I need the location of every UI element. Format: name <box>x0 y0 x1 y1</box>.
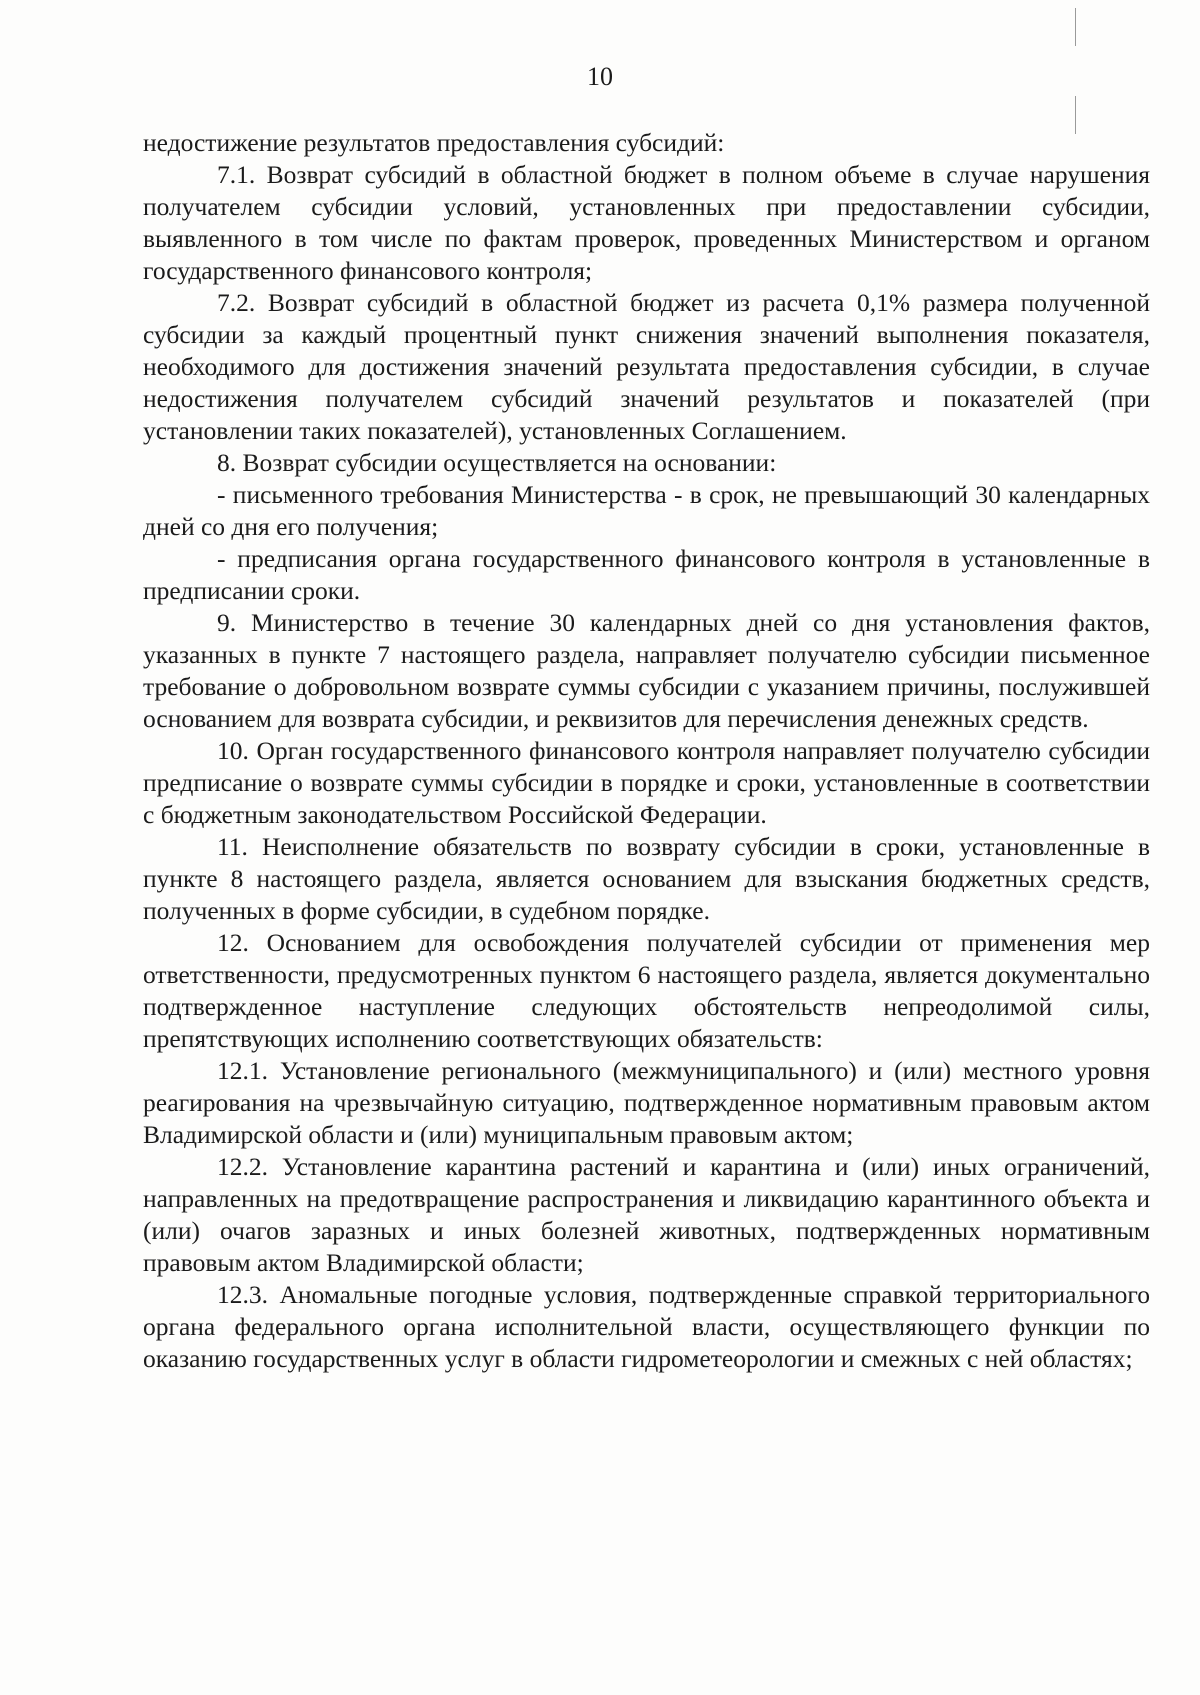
paragraph-12-2: 12.2. Установление карантина растений и карантина и (или) иных ограничений, направленных на предотвращение распространения и ликвидацию карантинного объекта и (или) очагов заразных и иных болезней животных, подтвержденных нормативным правовым актом Владимирской области; <box>143 1152 1150 1277</box>
paragraph-11: 11. Неисполнение обязательств по возврату субсидии в сроки, установленные в пункте 8 настоящего раздела, является основанием для взыскания бюджетных средств, полученных в форме субсидии, в судебном порядке. <box>143 832 1150 925</box>
paragraph-intro-continuation: недостижение результатов предоставления субсидий: <box>143 128 725 157</box>
paragraph-8-item-written-demand: - письменного требования Министерства - в срок, не превышающий 30 календарных дней со дня его получения; <box>143 480 1150 541</box>
document-body <box>143 127 1150 1375</box>
paragraph-12-3: 12.3. Аномальные погодные условия, подтвержденные справкой территориального органа федерального органа исполнительной власти, осуществляющего функции по оказанию государственных услуг в области гидрометеорологии и смежных с ней областях; <box>143 1280 1150 1373</box>
scan-artifact-line <box>1075 8 1076 46</box>
paragraph-8-item-prescription: - предписания органа государственного финансового контроля в установленные в предписании сроки. <box>143 544 1150 605</box>
paragraph-7-1: 7.1. Возврат субсидий в областной бюджет в полном объеме в случае нарушения получателем субсидии условий, установленных при предоставлении субсидии, выявленного в том числе по фактам проверок, проведенных Министерством и органом государственного финансового контроля; <box>143 160 1150 285</box>
paragraph-7-2: 7.2. Возврат субсидий в областной бюджет из расчета 0,1% размера полученной субсидии за каждый процентный пункт снижения значений выполнения показателя, необходимого для достижения значений результата предоставления субсидии, в случае недостижения получателем субсидий значений результатов и показателей (при установлении таких показателей), установленных Соглашением. <box>143 288 1150 445</box>
paragraph-8: 8. Возврат субсидии осуществляется на основании: <box>217 448 777 477</box>
paragraph-9: 9. Министерство в течение 30 календарных дней со дня установления фактов, указанных в пункте 7 настоящего раздела, направляет получателю субсидии письменное требование о добровольном возврате суммы субсидии с указанием причины, послужившей основанием для возврата субсидии, и реквизитов для перечисления денежных средств. <box>143 608 1150 733</box>
scan-artifact-line <box>1075 96 1076 134</box>
paragraph-12: 12. Основанием для освобождения получателей субсидии от применения мер ответственности, предусмотренных пунктом 6 настоящего раздела, является документально подтвержденное наступление следующих обстоятельств непреодолимой силы, препятствующих исполнению соответствующих обязательств: <box>143 928 1150 1053</box>
page-number: 10 <box>587 62 613 91</box>
paragraph-10: 10. Орган государственного финансового контроля направляет получателю субсидии предписание о возврате суммы субсидии в порядке и сроки, установленные в соответствии с бюджетным законодательством Российской Федерации. <box>143 736 1150 829</box>
paragraph-12-1: 12.1. Установление регионального (межмуниципального) и (или) местного уровня реагирования на чрезвычайную ситуацию, подтвержденное нормативным правовым актом Владимирской области и (или) муниципальным правовым актом; <box>143 1056 1150 1149</box>
